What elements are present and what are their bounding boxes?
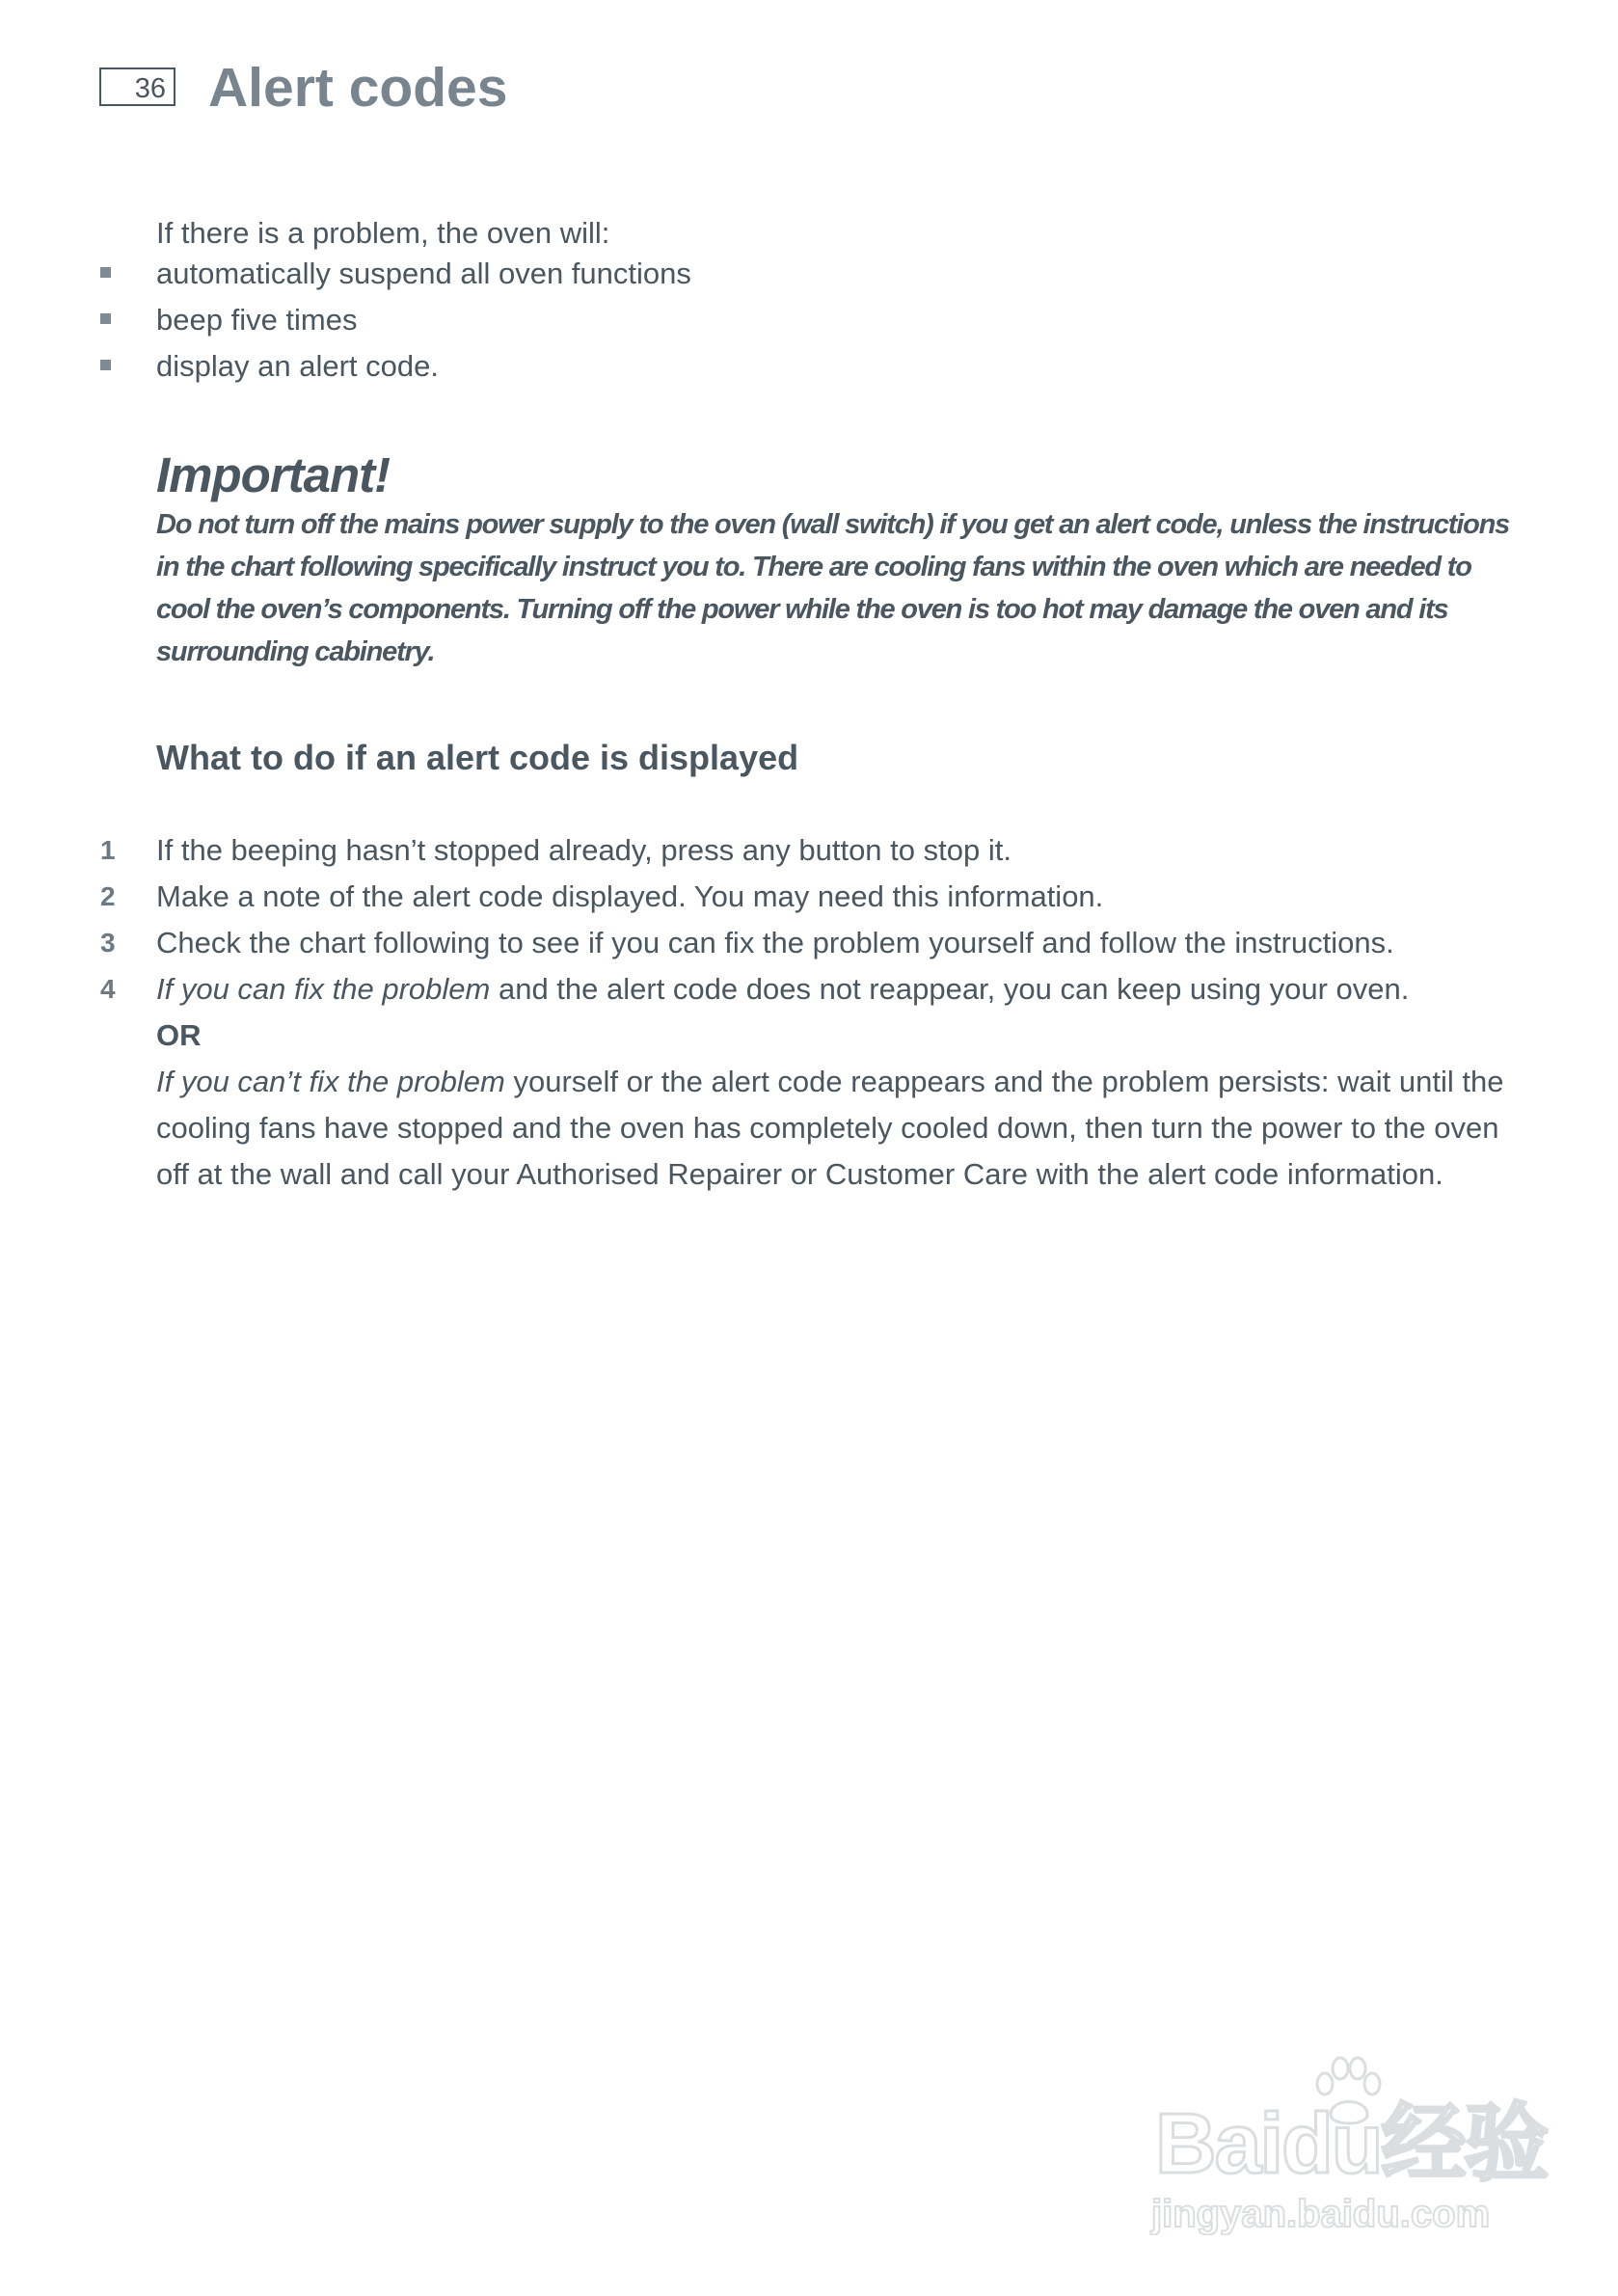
step-lead <box>156 966 1525 1013</box>
step-item <box>100 920 1525 966</box>
watermark-url: jingyan.baidu.com <box>1151 2193 1491 2235</box>
list-item <box>156 343 691 390</box>
step-item <box>100 874 1525 920</box>
important-heading: Important! <box>156 447 391 502</box>
important-warning-text: Do not turn off the mains power supply to the oven (wall switch) if you get an alert code, unless the instructions in the chart following specifically instruct you to. There are cooling fans within the oven which are needed to cool the oven’s components. Turning off the power while the oven is too hot may damage the oven and its surrounding cabinetry. <box>156 509 1510 667</box>
or-label: OR <box>156 1018 202 1052</box>
step-text: Check the chart following to see if you can fix the problem yourself and follow the instructions. <box>156 926 1394 959</box>
page-number: 36 <box>99 68 175 106</box>
section-heading: What to do if an alert code is displayed <box>156 738 799 777</box>
step-alt-italic: If you can’t fix the problem <box>156 1065 505 1098</box>
step-number: 4 <box>100 974 116 1004</box>
step-lead-italic: If you can fix the problem <box>156 972 491 1006</box>
step-number: 2 <box>100 881 116 911</box>
page-title: Alert codes <box>208 57 508 119</box>
bullet-square-icon <box>100 360 111 370</box>
bullet-square-icon <box>100 267 111 278</box>
step-item <box>100 827 1525 874</box>
step-number: 3 <box>100 928 116 958</box>
step-item <box>100 966 1525 1198</box>
intro-text: If there is a problem, the oven will: <box>156 216 610 250</box>
step-lead-rest: and the alert code does not reappear, you can keep using your oven. <box>490 972 1410 1006</box>
step-alt-rest: yourself or the alert code reappears and the problem persists: wait until the cooling fans have stopped and the oven has completely cooled down, then turn the power to the oven off at the wall and call your Authorised Repairer or Customer Care with the alert code information. <box>156 1065 1504 1191</box>
step-text: Make a note of the alert code displayed. You may need this information. <box>156 879 1104 913</box>
list-item <box>156 251 691 297</box>
list-item-text: automatically suspend all oven functions <box>156 257 691 290</box>
problem-behaviour-list <box>156 251 691 390</box>
step-text: If the beeping hasn’t stopped already, press any button to stop it. <box>156 833 1011 867</box>
list-item-text: beep five times <box>156 303 358 337</box>
step-number: 1 <box>100 835 116 865</box>
bullet-square-icon <box>100 313 111 324</box>
list-item-text: display an alert code. <box>156 349 439 383</box>
watermark-brand: Baidu经验 <box>1155 2095 1548 2191</box>
baidu-watermark <box>1146 2055 1548 2248</box>
steps-list <box>100 827 1525 1198</box>
list-item <box>156 297 691 343</box>
step-alternative <box>156 1059 1525 1198</box>
